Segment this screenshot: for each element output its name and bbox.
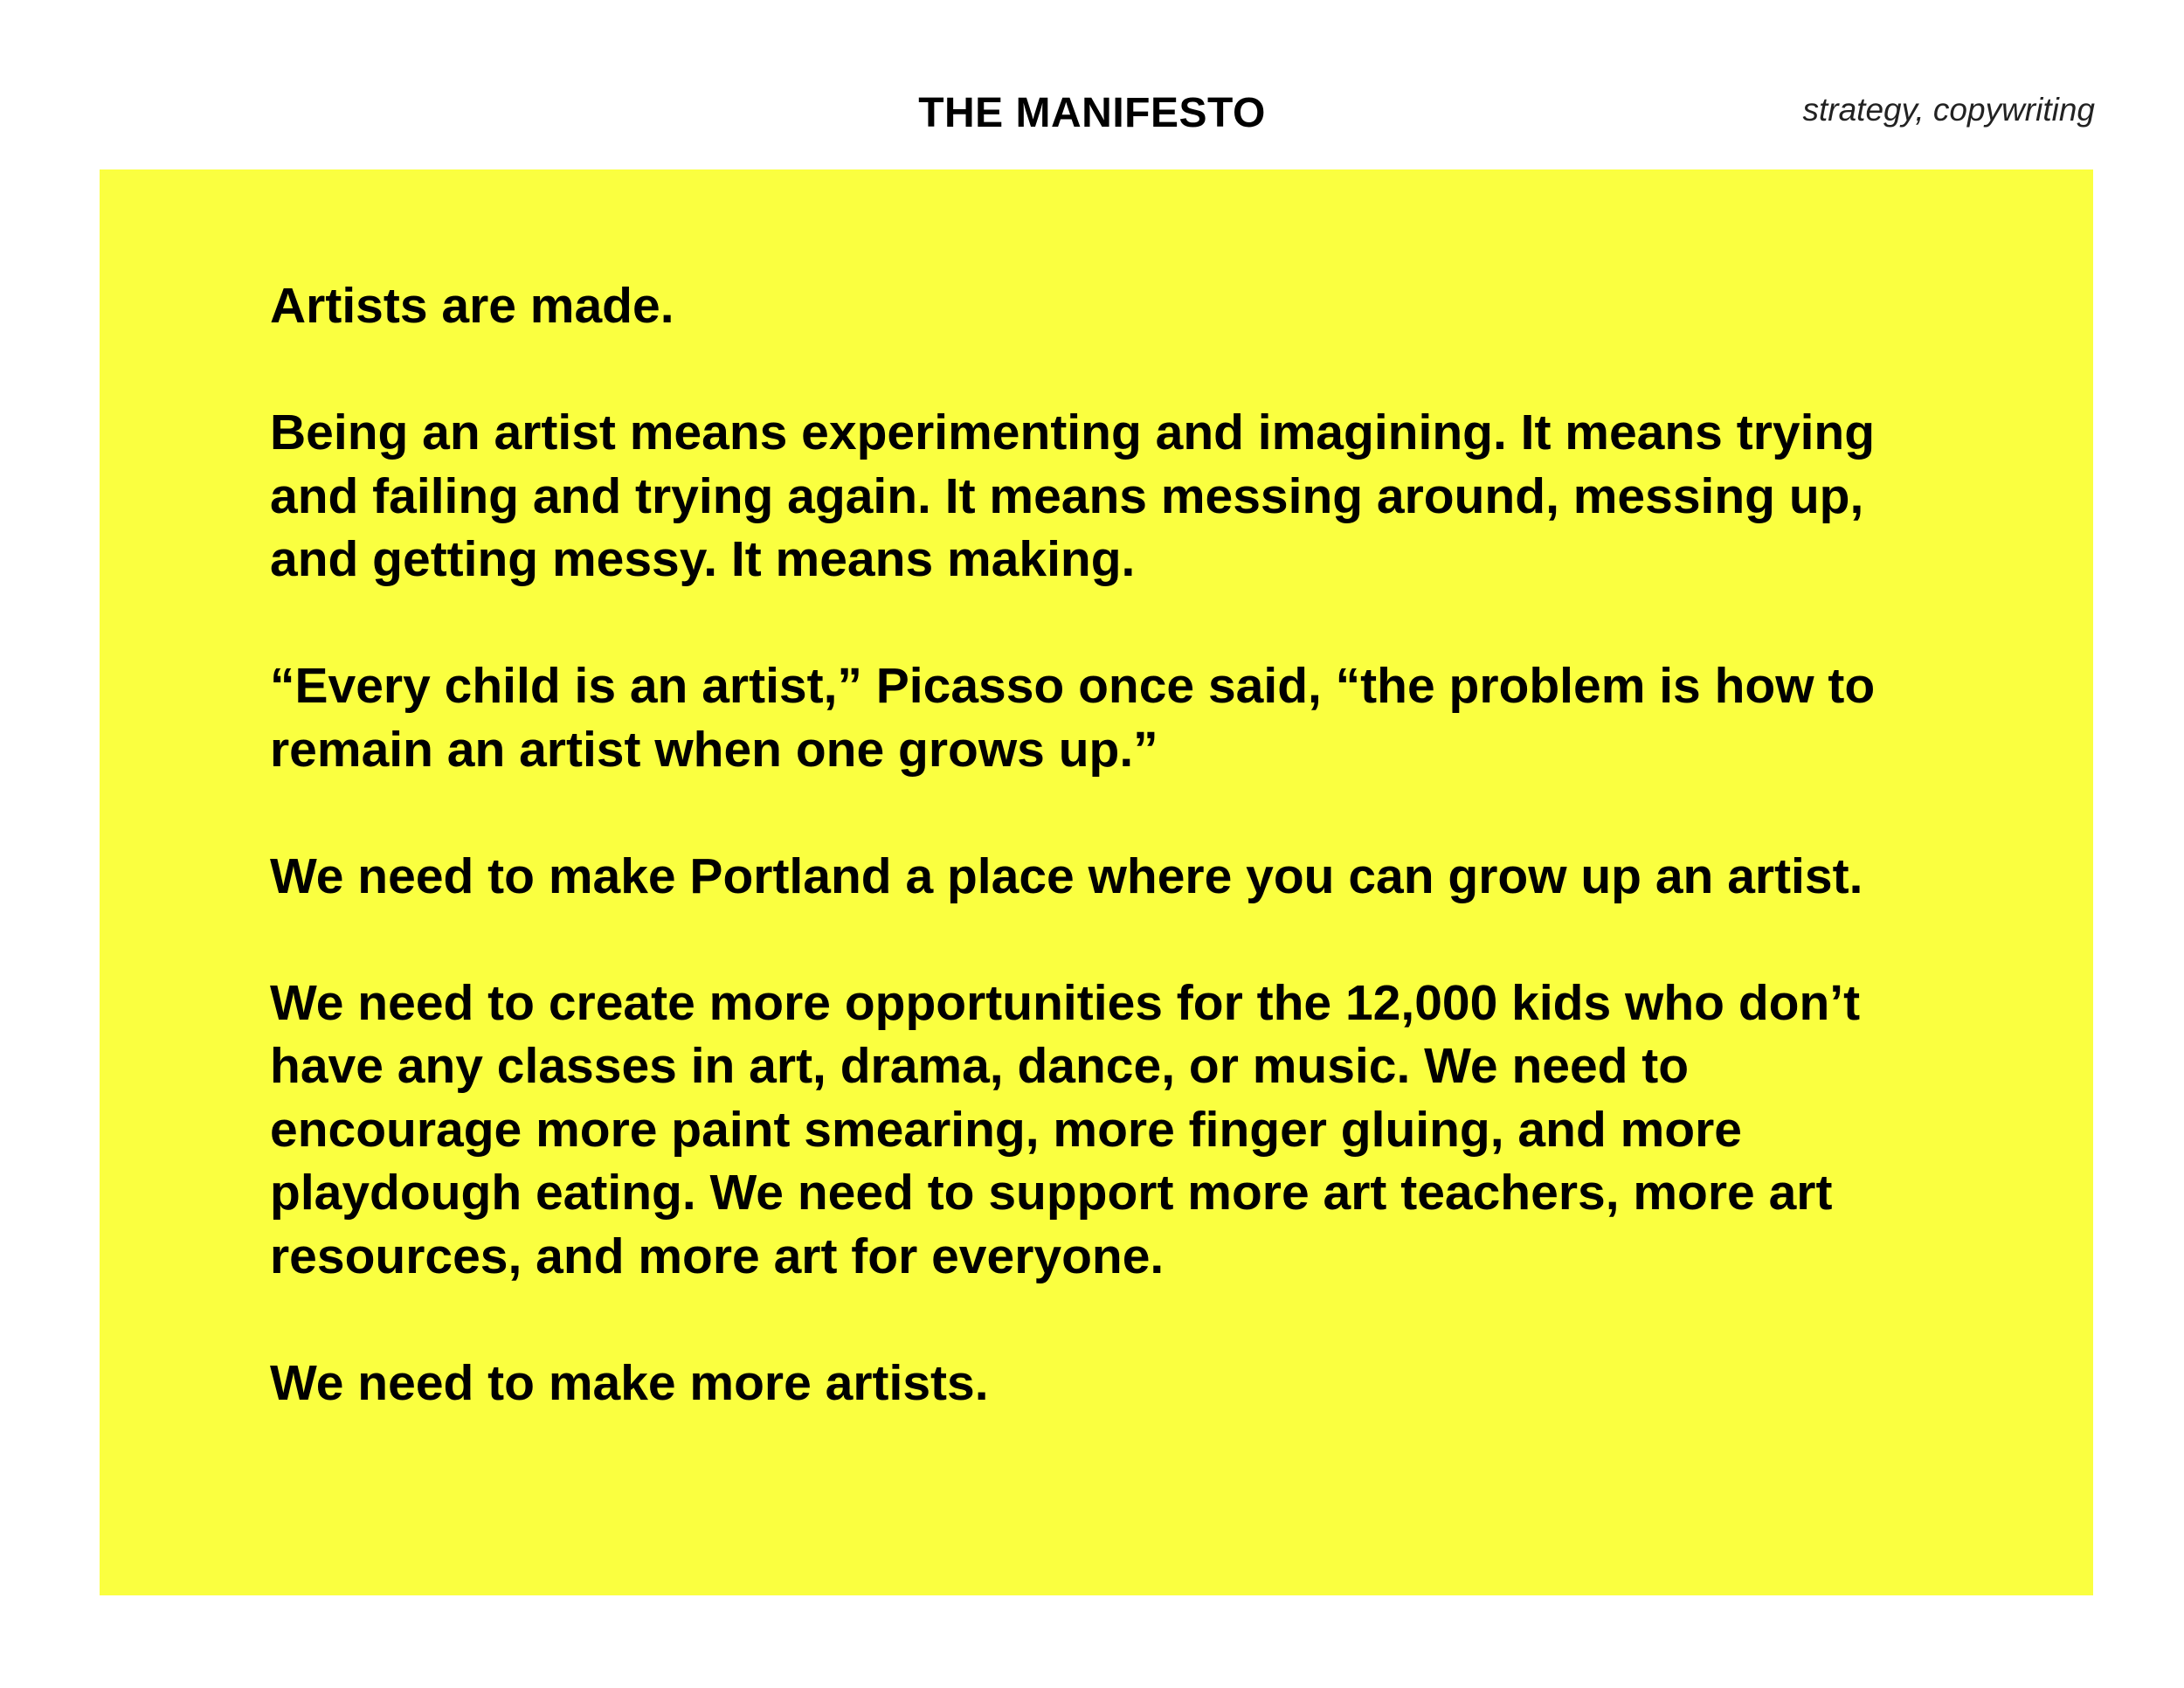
manifesto-paragraph-6: We need to make more artists. [270, 1354, 989, 1411]
manifesto-paragraph-5: We need to create more opportunities for the 12,000 kids who don’t have any classes in art, drama, dance, or music. We need to encourage more paint smearing, more finger gluing, and more playdough eating. We need to support more art teachers, more art resources, and more art for everyone. [270, 974, 1861, 1284]
page-title: THE MANIFESTO [918, 90, 1266, 136]
manifesto-paragraph-2: Being an artist means experimenting and imagining. It means trying and failing and trying again. It means messing around, messing up, and getting messy. It means making. [270, 405, 1876, 587]
page-tag: strategy, copywriting [1802, 92, 2095, 128]
manifesto-paragraph-4: We need to make Portland a place where you can grow up an artist. [270, 847, 1863, 904]
manifesto-paragraph-3: “Every child is an artist,” Picasso once said, “the problem is how to remain an artist when one grows up.” [270, 658, 1876, 778]
manifesto-paragraph-1: Artists are made. [270, 278, 674, 334]
manifesto-body [270, 274, 1947, 1415]
manifesto-panel [100, 169, 2093, 1595]
